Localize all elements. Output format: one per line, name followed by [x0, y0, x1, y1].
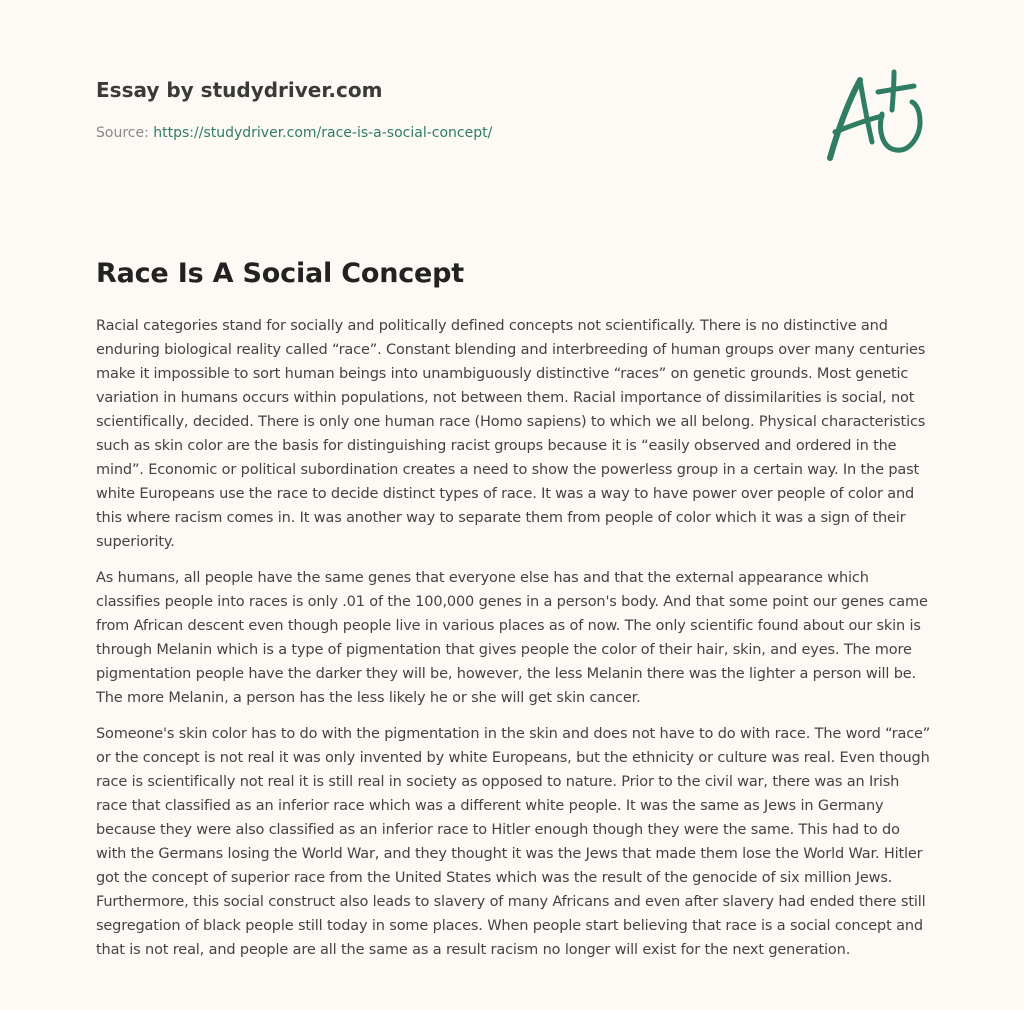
essay-title: Race Is A Social Concept [96, 258, 465, 289]
brand-title: Essay by studydriver.com [96, 78, 383, 102]
a-plus-logo-icon [822, 68, 926, 164]
essay-body [96, 314, 932, 974]
essay-paragraph: Racial categories stand for socially and politically defined concepts not scientifically. There is no distinctive and enduring biological reality called “race”. Constant blending and interbreeding of human groups over many centuries make it impossible to sort human beings into unambiguously distinctive “races” on genetic grounds. Most genetic variation in humans occurs within populations, not between them. Racial importance of dissimilarities is social, not scientifically, decided. There is only one human race (Homo sapiens) to which we all belong. Physical characteristics such as skin color are the basis for distinguishing racist groups because it is “easily observed and ordered in the mind”. Economic or political subordination creates a need to show the powerless group in a certain way. In the past white Europeans use the race to decide distinct types of race. It was a way to have power over people of color and this where racism comes in. It was another way to separate them from people of color which it was a sign of their superiority. [96, 318, 926, 550]
source-link[interactable]: https://studydriver.com/race-is-a-social-concept/ [153, 125, 493, 141]
essay-header [96, 76, 796, 143]
essay-paragraph: As humans, all people have the same genes that everyone else has and that the external appearance which classifies people into races is only .01 of the 100,000 genes in a person's body. And that some point our genes came from African descent even though people live in various places as of now. The only scientific found about our skin is through Melanin which is a type of pigmentation that gives people the color of their hair, skin, and eyes. The more pigmentation people have the darker they will be, however, the less Melanin there was the lighter a person will be. The more Melanin, a person has the less likely he or she will get skin cancer. [96, 570, 928, 706]
source-label: Source: [96, 125, 149, 141]
source-line [96, 123, 796, 143]
essay-paragraph: Someone's skin color has to do with the pigmentation in the skin and does not have to do with race. The word “race” or the concept is not real it was only invented by white Europeans, but the ethnicity or culture was real. Even though race is scientifically not real it is still real in society as opposed to nature. Prior to the civil war, there was an Irish race that classified as an inferior race which was a different white people. It was the same as Jews in Germany because they were also classified as an inferior race to Hitler enough though they were the same. This had to do with the Germans losing the World War, and they thought it was the Jews that made them lose the World War. Hitler got the concept of superior race from the United States which was the result of the genocide of six million Jews. Furthermore, this social construct also leads to slavery of many Africans and even after slavery had ended there still segregation of black people still today in some places. When people start believing that race is a social concept and that is not real, and people are all the same as a result racism no longer will exist for the next generation. [96, 726, 931, 958]
